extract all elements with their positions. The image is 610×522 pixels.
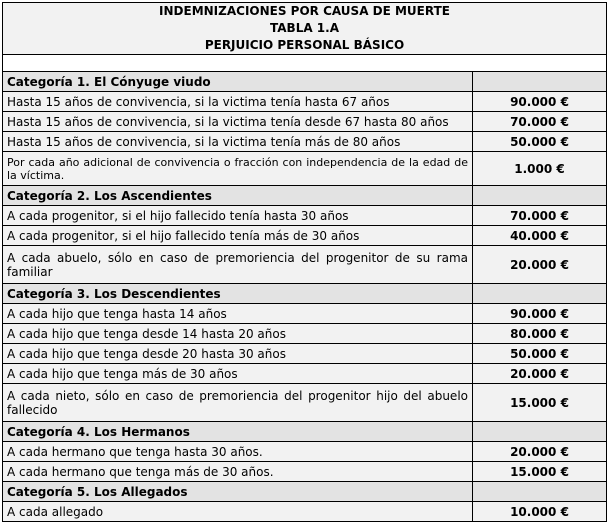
row-description: Hasta 15 años de convivencia, si la victima tenía desde 67 hasta 80 años <box>3 112 473 132</box>
category-title: Categoría 4. Los Hermanos <box>3 422 473 442</box>
category-row <box>3 186 607 206</box>
row-description: A cada hermano que tenga más de 30 años. <box>3 462 473 482</box>
row-amount: 15.000 € <box>473 384 607 422</box>
table-row <box>3 132 607 152</box>
row-amount: 15.000 € <box>473 462 607 482</box>
row-description: A cada hermano que tenga hasta 30 años. <box>3 442 473 462</box>
row-amount: 80.000 € <box>473 324 607 344</box>
table-row <box>3 384 607 422</box>
category-title: Categoría 2. Los Ascendientes <box>3 186 473 206</box>
row-description: A cada abuelo, sólo en caso de premoriencia del progenitor de su rama familiar <box>3 246 473 284</box>
table-row <box>3 364 607 384</box>
row-description: A cada hijo que tenga desde 20 hasta 30 años <box>3 344 473 364</box>
table-row <box>3 344 607 364</box>
header-subtitle: PERJUICIO PERSONAL BÁSICO <box>204 38 405 52</box>
table-row <box>3 206 607 226</box>
row-amount: 50.000 € <box>473 132 607 152</box>
header-title: INDEMNIZACIONES POR CAUSA DE MUERTE <box>159 4 450 18</box>
row-description: A cada progenitor, si el hijo fallecido tenía más de 30 años <box>3 226 473 246</box>
row-amount: 50.000 € <box>473 344 607 364</box>
category-title: Categoría 3. Los Descendientes <box>3 284 473 304</box>
row-amount: 70.000 € <box>473 206 607 226</box>
table-row <box>3 246 607 284</box>
header-table-number: TABLA 1.A <box>270 21 339 35</box>
row-amount: 20.000 € <box>473 246 607 284</box>
table-row <box>3 112 607 132</box>
row-description: A cada hijo que tenga más de 30 años <box>3 364 473 384</box>
table-row <box>3 324 607 344</box>
row-amount: 10.000 € <box>473 502 607 522</box>
row-description: A cada allegado <box>3 502 473 522</box>
category-row <box>3 284 607 304</box>
table-row <box>3 226 607 246</box>
category-row <box>3 422 607 442</box>
table-row <box>3 152 607 186</box>
row-description: A cada hijo que tenga hasta 14 años <box>3 304 473 324</box>
row-description: A cada progenitor, si el hijo fallecido tenía hasta 30 años <box>3 206 473 226</box>
row-amount: 1.000 € <box>473 152 607 186</box>
row-amount: 40.000 € <box>473 226 607 246</box>
category-title: Categoría 1. El Cónyuge viudo <box>3 72 473 92</box>
table-row <box>3 304 607 324</box>
table-row <box>3 92 607 112</box>
row-amount: 90.000 € <box>473 92 607 112</box>
row-amount: 20.000 € <box>473 364 607 384</box>
row-description: A cada hijo que tenga desde 14 hasta 20 años <box>3 324 473 344</box>
table-row <box>3 462 607 482</box>
spacer-row <box>3 55 607 72</box>
row-amount: 70.000 € <box>473 112 607 132</box>
table-row <box>3 502 607 522</box>
table-header <box>3 3 607 55</box>
table-row <box>3 442 607 462</box>
row-description: Hasta 15 años de convivencia, si la victima tenía hasta 67 años <box>3 92 473 112</box>
row-description: Por cada año adicional de convivencia o fracción con independencia de la edad de la víctima. <box>3 152 473 186</box>
row-amount: 20.000 € <box>473 442 607 462</box>
category-row <box>3 72 607 92</box>
category-title: Categoría 5. Los Allegados <box>3 482 473 502</box>
row-amount: 90.000 € <box>473 304 607 324</box>
table-header-row <box>3 3 607 55</box>
compensation-table <box>2 2 607 522</box>
category-row <box>3 482 607 502</box>
row-description: Hasta 15 años de convivencia, si la victima tenía más de 80 años <box>3 132 473 152</box>
row-description: A cada nieto, sólo en caso de premoriencia del progenitor hijo del abuelo fallecido <box>3 384 473 422</box>
